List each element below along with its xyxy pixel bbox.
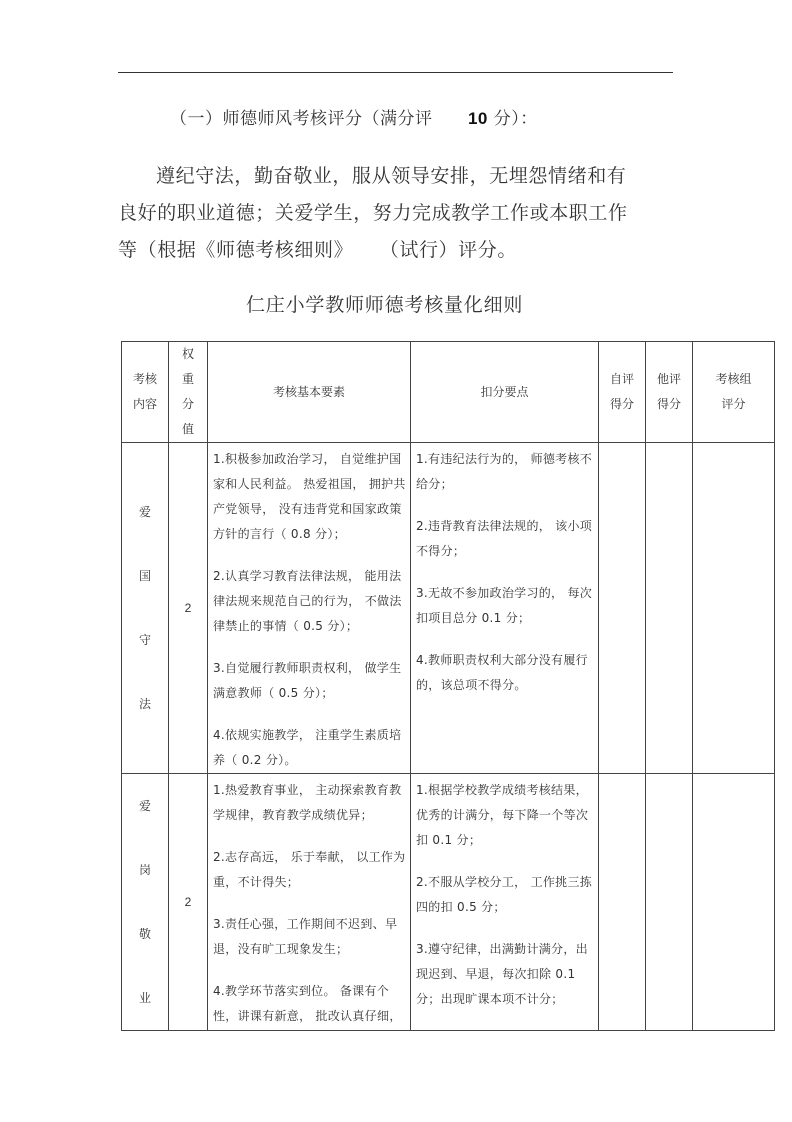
table-row	[122, 443, 775, 774]
self-score-cell[interactable]	[599, 774, 646, 1031]
category-char: 爱	[138, 505, 151, 519]
header-deductions: 扣分要点	[411, 342, 599, 443]
self-score-cell[interactable]	[599, 443, 646, 774]
peer-score-cell[interactable]	[646, 443, 693, 774]
header-text: 权	[181, 347, 194, 361]
weight-cell: 2	[169, 774, 208, 1031]
intro-line: 等（根据《师德考核细则》 （试行）评分。	[118, 239, 517, 261]
category-char: 法	[138, 697, 151, 711]
category-char: 敬	[138, 927, 151, 941]
element-item: 3.自觉履行教师职责权利， 做学生满意教师（ 0.5 分）；	[213, 661, 402, 700]
deduction-item: 4.教师职责权利大部分没有履行的，该总项不得分。	[416, 653, 588, 692]
header-content	[122, 342, 169, 443]
deductions-cell	[411, 774, 599, 1031]
header-text: 考核	[132, 372, 157, 386]
header-text: 得分	[609, 397, 634, 411]
group-score-cell[interactable]	[693, 443, 775, 774]
deductions-cell	[411, 443, 599, 774]
intro-line: 遵纪守法，勤奋敬业，服从领导安排，无埋怨情绪和有	[156, 165, 627, 187]
header-text: 内容	[132, 397, 157, 411]
table-row	[122, 774, 775, 1031]
header-text: 分	[181, 397, 194, 411]
header-text: 自评	[609, 372, 634, 386]
elements-cell	[208, 443, 411, 774]
element-item: 1.积极参加政治学习， 自觉维护国家和人民利益。 热爱祖国， 拥护共产党领导， 没有违背党和国家政策方针的言行（ 0.8 分）；	[213, 452, 406, 541]
section-heading-score: 10	[467, 109, 488, 128]
header-text: 得分	[656, 397, 681, 411]
category-char: 国	[138, 569, 151, 583]
header-text: 他评	[656, 372, 681, 386]
header-text: 评分	[721, 397, 746, 411]
group-score-cell[interactable]	[693, 774, 775, 1031]
header-text: 考核组	[715, 372, 752, 386]
element-item: 4.依规实施教学， 注重学生素质培养（ 0.2 分）。	[213, 728, 402, 767]
elements-cell	[208, 774, 411, 1031]
deduction-item: 1.有违纪法行为的， 师德考核不给分；	[416, 452, 593, 491]
deduction-item: 2.违背教育法律法规的， 该小项不得分；	[416, 519, 593, 558]
peer-score-cell[interactable]	[646, 774, 693, 1031]
weight-cell: 2	[169, 443, 208, 774]
element-item: 3.责任心强，工作期间不迟到、早退，没有旷工现象发生；	[213, 917, 398, 956]
header-text: 重	[181, 372, 194, 386]
category-cell	[122, 774, 169, 1031]
assessment-table	[121, 341, 775, 1031]
category-char: 业	[138, 991, 151, 1005]
intro-paragraph	[118, 158, 628, 269]
table-header-row	[122, 342, 775, 443]
element-item: 2.志存高远， 乐于奉献， 以工作为重，不计得失；	[213, 850, 406, 889]
category-cell	[122, 443, 169, 774]
deduction-item: 1.根据学校教学成绩考核结果，优秀的计满分，每下降一个等次扣 0.1 分；	[416, 783, 589, 847]
header-elements: 考核基本要素	[208, 342, 411, 443]
category-char: 爱	[138, 799, 151, 813]
deduction-item: 3.无故不参加政治学习的， 每次扣项目总分 0.1 分；	[416, 586, 593, 625]
header-peer-score	[646, 342, 693, 443]
element-item: 4.教学环节落实到位。 备课有个性，讲课有新意， 批改认真仔细，	[213, 984, 402, 1023]
section-heading-suffix: 分）：	[493, 109, 538, 129]
header-group-score	[693, 342, 775, 443]
section-heading-prefix: （一）师德师风考核评分（满分评	[170, 109, 433, 129]
header-text: 值	[181, 422, 194, 436]
element-item: 1.热爱教育事业， 主动探索教育教学规律，教育教学成绩优异；	[213, 783, 402, 822]
category-char: 守	[138, 633, 151, 647]
element-item: 2.认真学习教育法律法规， 能用法律法规来规范自己的行为， 不做法律禁止的事情（ 0.5 分）；	[213, 569, 402, 633]
header-rule	[118, 72, 673, 73]
intro-line: 良好的职业道德；关爱学生，努力完成教学工作或本职工作	[118, 202, 628, 224]
section-heading	[170, 104, 538, 129]
category-char: 岗	[138, 863, 151, 877]
deduction-item: 3.遵守纪律，出满勤计满分，出现迟到、早退，每次扣除 0.1 分；出现旷课本项不计分；	[416, 942, 588, 1006]
deduction-item: 2.不服从学校分工， 工作挑三拣四的扣 0.5 分；	[416, 875, 593, 914]
header-weight	[169, 342, 208, 443]
table-title: 仁庄小学教师师德考核量化细则	[246, 294, 524, 316]
header-self-score	[599, 342, 646, 443]
